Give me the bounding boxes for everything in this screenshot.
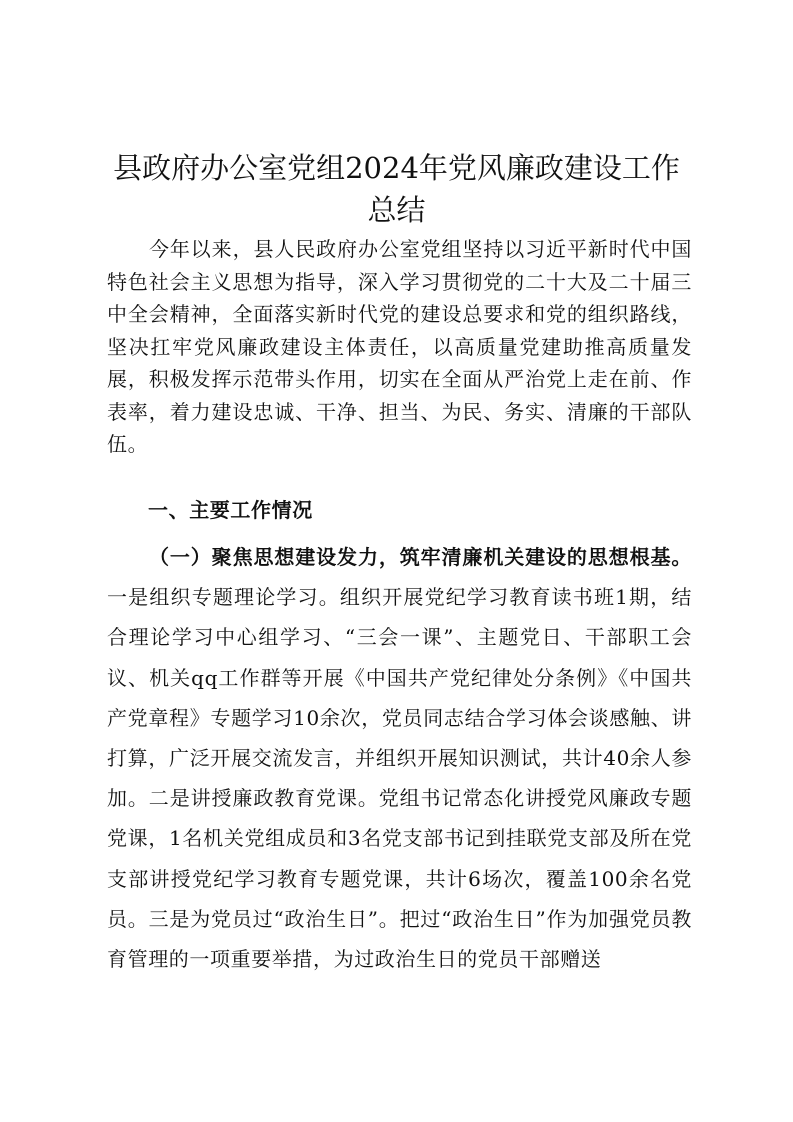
- section-heading-main-work: 一、主要工作情况: [148, 498, 313, 522]
- subsection-paragraph-ideological-building: [107, 537, 692, 979]
- intro-paragraph: 今年以来，县人民政府办公室党组坚持以习近平新时代中国特色社会主义思想为指导，深入学习贯彻党的二十大及二十届三中全会精神，全面落实新时代党的建设总要求和党的组织路线，坚决扛牢党风廉政建设主体责任，以高质量党建助推高质量发展，积极发挥示范带头作用，切实在全面从严治党上走在前、作表率，着力建设忠诚、干净、担当、为民、务实、清廉的干部队伍。: [107, 237, 692, 456]
- document-title: 县政府办公室党组2024年党风廉政建设工作总结: [113, 151, 680, 227]
- subsection-body-text: 一是组织专题理论学习。组织开展党纪学习教育读书班1期，结合理论学习中心组学习、“三会一课”、主题党日、干部职工会议、机关qq工作群等开展《中国共产党纪律处分条例》《中国共产党章程》专题学习10余次，党员同志结合学习体会谈感触、讲打算，广泛开展交流发言，并组织开展知识测试，共计40余人参加。二是讲授廉政教育党课。党组书记常态化讲授党风廉政专题党课，1名机关党组成员和3名党支部书记到挂联党支部及所在党支部讲授党纪学习教育专题党课，共计6场次，覆盖100余名党员。三是为党员过“政治生日”。把过“政治生日”作为加强党员教育管理的一项重要举措，为过政治生日的党员干部赠送: [107, 585, 692, 972]
- subsection-lead-heading: （一）聚焦思想建设发力，筑牢清廉机关建设的思想根基。: [149, 545, 692, 569]
